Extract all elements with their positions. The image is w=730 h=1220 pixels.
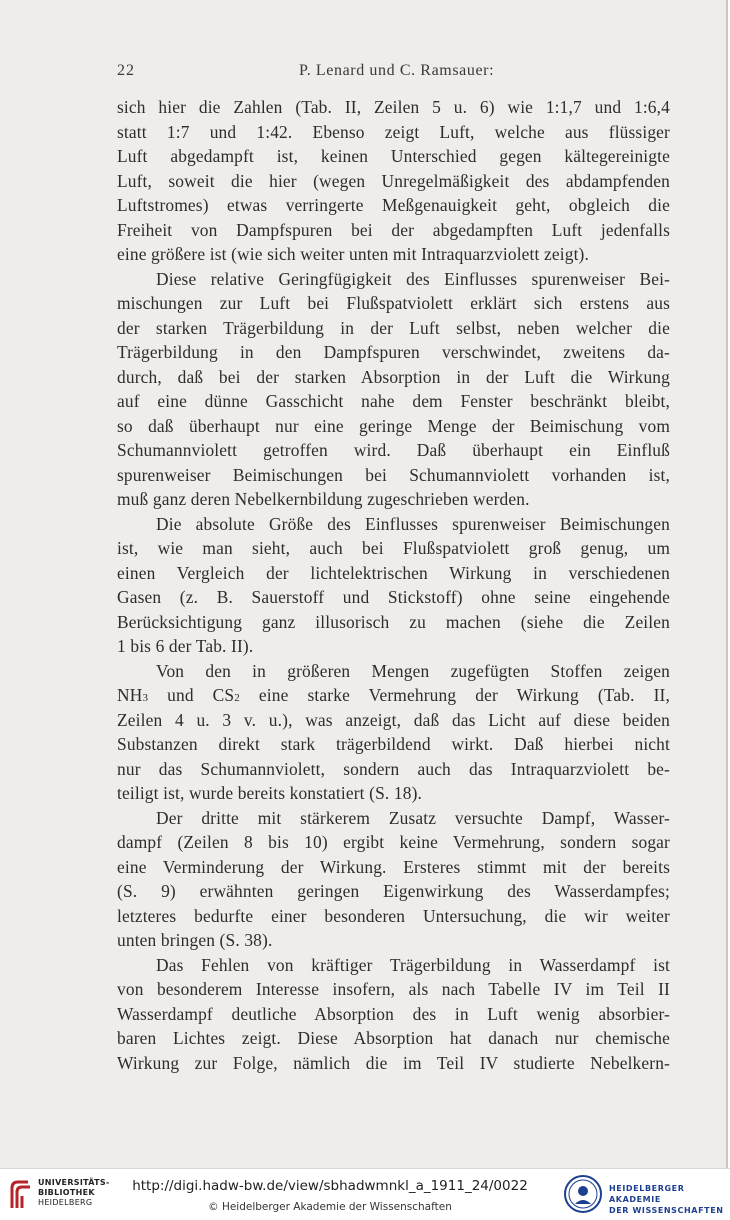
text-line: Von den in größeren Mengen zugefügten Stoffen zeigen xyxy=(156,660,670,681)
academy-name-line: DER WISSENSCHAFTEN xyxy=(609,1206,724,1215)
digitization-footer xyxy=(0,1168,730,1220)
running-head: P. Lenard und C. Ramsauer: xyxy=(299,62,495,79)
text-line: Luft abgedampft ist, keinen Unterschied gegen kältegereinigte xyxy=(117,146,670,166)
text-line: Gasen (z. B. Sauerstoff und Stickstoff) ohne seine eingehende xyxy=(117,587,670,607)
text-line: der starken Trägerbildung in der Luft selbst, neben welcher die xyxy=(117,317,670,338)
text-line: (S. 9) erwähnten geringen Eigenwirkung des Wasserdampfes; xyxy=(117,881,670,901)
permalink-url[interactable]: http://digi.hadw-bw.de/view/sbhadwmnkl_a_1911_24/0022 xyxy=(132,1178,528,1194)
text-line: Berücksichtigung ganz illusorisch zu machen (siehe die Zeilen xyxy=(117,611,670,632)
text-line: nur das Schumannviolett, sondern auch das Intraquarzviolett be- xyxy=(117,758,670,779)
body-text xyxy=(117,95,670,1075)
page-header xyxy=(117,62,670,84)
text-line: Schumannviolett getroffen wird. Daß überhaupt ein Einfluß xyxy=(117,440,670,460)
library-name-line: BIBLIOTHEK xyxy=(38,1188,95,1197)
text-line: NH3 und CS2 eine starke Vermehrung der Wirkung (Tab. II, xyxy=(117,685,670,705)
text-line: Wirkung zur Folge, nämlich die im Teil IV studierte Nebelkern- xyxy=(117,1052,670,1073)
text-line: eine größere ist (wie sich weiter unten mit Intraquarzviolett zeigt). xyxy=(117,244,589,264)
text-line: eine Verminderung der Wirkung. Ersteres stimmt mit der bereits xyxy=(117,856,670,877)
library-name xyxy=(38,1178,110,1208)
text-line: einen Vergleich der lichtelektrischen Wirkung in verschiedenen xyxy=(117,562,670,583)
text-line: Wasserdampf deutliche Absorption des in Luft wenig absorbier- xyxy=(117,1003,670,1024)
text-line: Zeilen 4 u. 3 v. u.), was anzeigt, daß das Licht auf diese beiden xyxy=(117,709,670,730)
copyright-notice: © Heidelberger Akademie der Wissenschaften xyxy=(208,1201,452,1213)
page-number: 22 xyxy=(117,62,135,79)
text-line: statt 1:7 und 1:42. Ebenso zeigt Luft, welche aus flüssiger xyxy=(117,121,670,142)
text-line: Freiheit von Dampfspuren bei der abgedampften Luft jedenfalls xyxy=(117,219,670,240)
academy-seal-icon xyxy=(563,1174,603,1214)
text-line: baren Lichtes zeigt. Diese Absorption hat danach nur chemische xyxy=(117,1028,670,1048)
academy-name-line: HEIDELBERGER AKADEMIE xyxy=(609,1184,685,1204)
text-line: 1 bis 6 der Tab. II). xyxy=(117,636,254,656)
text-line: sich hier die Zahlen (Tab. II, Zeilen 5 u. 6) wie 1:1,7 und 1:6,4 xyxy=(117,97,670,117)
text-line: durch, daß bei der starken Absorption in der Luft die Wirkung xyxy=(117,366,670,387)
text-line: muß ganz deren Nebelkernbildung zugeschrieben werden. xyxy=(117,489,530,509)
text-line: Diese relative Geringfügigkeit des Einflusses spurenweiser Bei- xyxy=(156,268,670,289)
text-line: unten bringen (S. 38). xyxy=(117,930,273,950)
text-line: spurenweiser Beimischungen bei Schumannviolett vorhanden ist, xyxy=(117,464,670,485)
text-line: auf eine dünne Gasschicht nahe dem Fenster beschränkt bleibt, xyxy=(117,391,670,411)
text-line: mischungen zur Luft bei Flußspatviolett erklärt sich erstens aus xyxy=(117,293,670,313)
text-line: Die absolute Größe des Einflusses spurenweiser Beimischungen xyxy=(156,513,670,534)
text-line: letzteres bedurfte einer besonderen Untersuchung, die wir weiter xyxy=(117,905,670,926)
academy-name xyxy=(609,1183,730,1216)
text-line: Luft, soweit die hier (wegen Unregelmäßigkeit des abdampfenden xyxy=(117,170,670,191)
text-line: Luftstromes) etwas verringerte Meßgenauigkeit geht, obgleich die xyxy=(117,195,670,215)
text-line: teiligt ist, wurde bereits konstatiert (S. 18). xyxy=(117,783,423,803)
text-line: Der dritte mit stärkerem Zusatz versuchte Dampf, Wasser- xyxy=(156,807,670,828)
text-line: so daß überhaupt nur eine geringe Menge der Beimischung vom xyxy=(117,415,670,436)
text-line: ist, wie man sieht, auch bei Flußspatviolett groß genug, um xyxy=(117,538,670,558)
text-line: von besonderem Interesse insofern, als nach Tabelle IV im Teil II xyxy=(117,979,670,999)
university-library-logo xyxy=(8,1178,34,1212)
text-line: Trägerbildung in den Dampfspuren verschwindet, zweitens da- xyxy=(117,342,670,362)
text-line: Substanzen direkt stark trägerbildend wirkt. Daß hierbei nicht xyxy=(117,734,670,754)
text-line: dampf (Zeilen 8 bis 10) ergibt keine Vermehrung, sondern sogar xyxy=(117,832,670,852)
library-name-line: UNIVERSITÄTS- xyxy=(38,1178,110,1187)
text-line: Das Fehlen von kräftiger Trägerbildung in Wasserdampf ist xyxy=(156,954,670,975)
library-name-line: HEIDELBERG xyxy=(38,1198,93,1207)
